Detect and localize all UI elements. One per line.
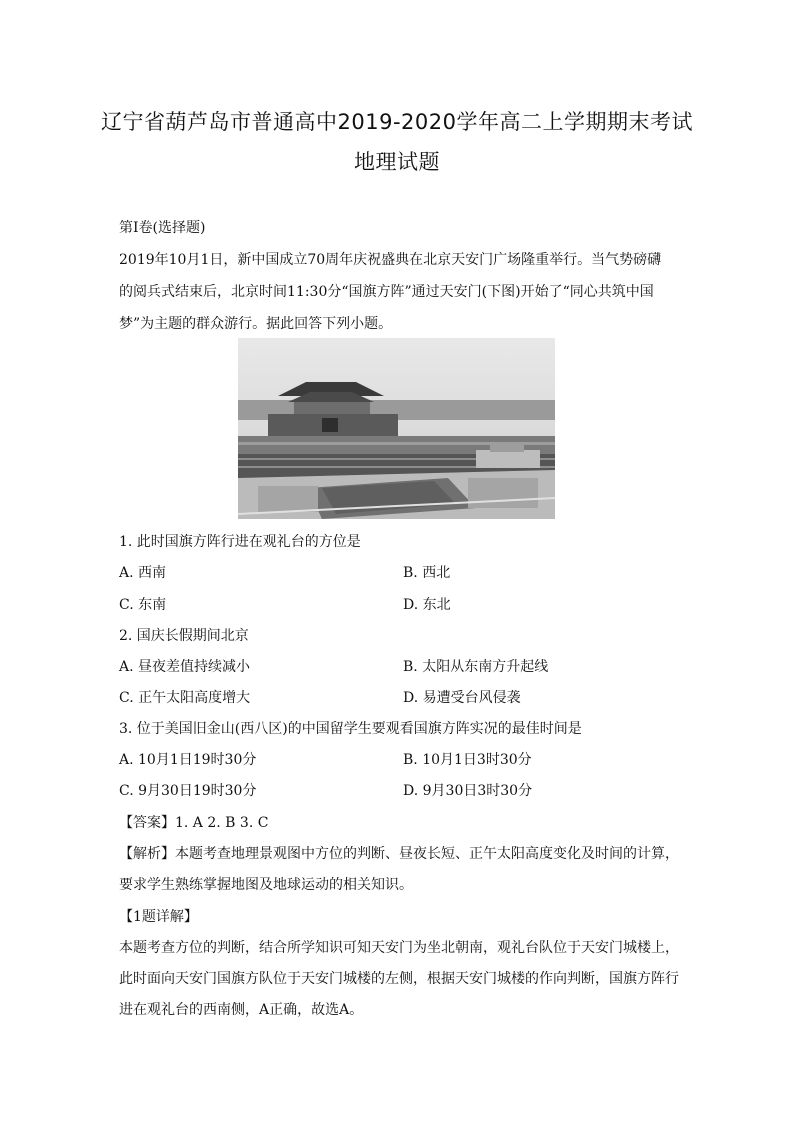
question-1-option-b: B. 西北 [403, 565, 451, 581]
question-1-option-d: D. 东北 [403, 597, 451, 613]
intro-line-1: 2019年10月1日，新中国成立70周年庆祝盛典在北京天安门广场隆重举行。当气势磅礴 [119, 252, 662, 268]
question-1-stem: 1. 此时国旗方阵行进在观礼台的方位是 [119, 534, 361, 550]
question-2-option-b: B. 太阳从东南方升起线 [403, 659, 549, 675]
question-2-option-c: C. 正午太阳高度增大 [119, 690, 251, 706]
question-3-option-c: C. 9月30日19时30分 [119, 783, 257, 799]
section-heading: 第Ⅰ卷(选择题) [119, 220, 206, 236]
detail-line-2: 此时面向天安门国旗方队位于天安门城楼的左侧，根据天安门城楼的作向判断，国旗方阵行 [119, 971, 679, 987]
tiananmen-photo [238, 338, 555, 519]
question-2-option-a: A. 昼夜差值持续减小 [119, 659, 251, 675]
question-3-option-b: B. 10月1日3时30分 [403, 752, 532, 768]
intro-line-2: 的阅兵式结束后，北京时间11:30分“国旗方阵”通过天安门(下图)开始了“同心共筑中国 [119, 284, 654, 300]
document-subtitle: 地理试题 [354, 150, 440, 174]
question-1-option-c: C. 东南 [119, 597, 167, 613]
question-3-stem: 3. 位于美国旧金山(西八区)的中国留学生要观看国旗方阵实况的最佳时间是 [119, 721, 582, 737]
analysis-line-2: 要求学生熟练掌握地图及地球运动的相关知识。 [119, 877, 413, 893]
intro-line-3: 梦”为主题的群众游行。据此回答下列小题。 [119, 316, 393, 332]
answer-line: 【答案】1. A 2. B 3. C [119, 815, 269, 831]
question-2-option-d: D. 易遭受台风侵袭 [403, 690, 521, 706]
question-3-option-d: D. 9月30日3时30分 [403, 783, 533, 799]
question-2-stem: 2. 国庆长假期间北京 [119, 628, 249, 644]
question-1-option-a: A. 西南 [119, 565, 167, 581]
question-3-option-a: A. 10月1日19时30分 [119, 752, 257, 768]
analysis-line-1: 【解析】本题考查地理景观图中方位的判断、昼夜长短、正午太阳高度变化及时间的计算， [119, 846, 679, 862]
detail-heading: 【1题详解】 [119, 909, 198, 925]
detail-line-1: 本题考查方位的判断，结合所学知识可知天安门为坐北朝南，观礼台队位于天安门城楼上， [119, 940, 679, 956]
detail-line-3: 进在观礼台的西南侧，A正确，故选A。 [119, 1002, 364, 1018]
document-title: 辽宁省葫芦岛市普通高中2019-2020学年高二上学期期末考试 [101, 110, 693, 134]
